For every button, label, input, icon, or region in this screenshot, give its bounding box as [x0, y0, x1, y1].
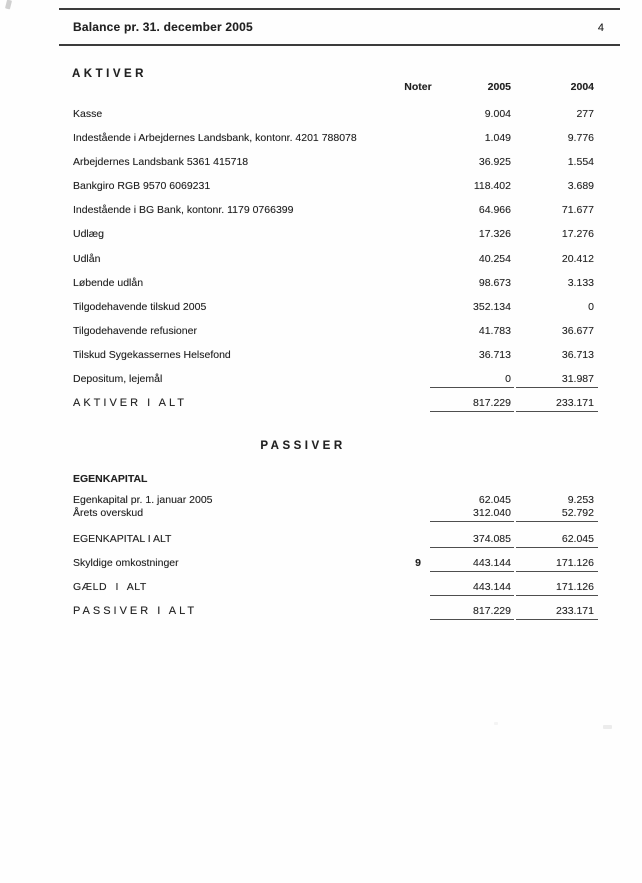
row-label: Indestående i BG Bank, kontonr. 1179 0766399	[73, 204, 294, 217]
value-2004: 9.253	[567, 494, 594, 506]
value-2005: 64.966	[478, 204, 511, 217]
row-label: GÆLD I ALT	[73, 581, 147, 594]
value-2004: 171.126	[516, 557, 598, 572]
value-2005: 352.134	[473, 300, 511, 313]
column-header-noter: Noter	[404, 81, 432, 93]
value-2004: 20.412	[561, 252, 594, 265]
page-number: 4	[597, 22, 604, 34]
value-2004: 36.677	[561, 324, 594, 337]
value-2004: 233.171	[516, 397, 598, 412]
page-title: Balance pr. 31. december 2005	[73, 20, 253, 34]
value-2004: 36.713	[561, 348, 594, 361]
column-header-2005: 2005	[487, 81, 511, 93]
table-row	[0, 301, 642, 325]
column-header-2004: 2004	[570, 81, 594, 93]
value-2005: 443.144	[430, 557, 514, 572]
value-2005: 41.783	[478, 324, 511, 337]
value-2005: 374.085	[430, 533, 514, 548]
table-row	[0, 494, 642, 507]
table-row	[0, 156, 642, 180]
value-2005: 17.326	[478, 228, 511, 241]
value-2005: 40.254	[478, 252, 511, 265]
table-row	[0, 373, 642, 397]
value-2004: 171.126	[516, 581, 598, 596]
row-label: PASSIVER I ALT	[73, 605, 198, 618]
table-row	[0, 397, 642, 421]
table-row	[0, 228, 642, 252]
value-2004: 277	[576, 108, 594, 120]
table-row	[0, 557, 642, 581]
table-row	[0, 349, 642, 373]
value-2004: 62.045	[516, 533, 598, 548]
row-label: AKTIVER I ALT	[73, 397, 187, 410]
value-2005: 9.004	[484, 108, 511, 120]
table-row	[0, 253, 642, 277]
row-label: Bankgiro RGB 9570 6069231	[73, 180, 211, 193]
row-label: Tilskud Sygekassernes Helsefond	[73, 348, 231, 361]
value-2005: 817.229	[430, 397, 514, 412]
row-label: Indestående i Arbejdernes Landsbank, kontonr. 4201 788078	[73, 132, 357, 145]
row-label: Udlæg	[73, 228, 104, 241]
section-heading-passiver: PASSIVER	[260, 440, 346, 452]
value-2004: 9.776	[567, 132, 594, 145]
value-2005: 0	[430, 373, 514, 388]
value-2005: 36.925	[478, 156, 511, 169]
table-row	[0, 507, 642, 520]
row-label: EGENKAPITAL I ALT	[73, 533, 172, 545]
value-2005: 118.402	[473, 180, 511, 193]
table-row	[0, 605, 642, 629]
section-heading-aktiver: AKTIVER	[72, 68, 147, 80]
header-bottom-rule	[59, 44, 620, 46]
table-row	[0, 204, 642, 228]
table-row	[0, 581, 642, 605]
value-2005: 443.144	[430, 581, 514, 596]
value-2004: 17.276	[561, 228, 594, 241]
value-2005: 62.045	[478, 494, 511, 506]
row-label: Løbende udlån	[73, 276, 144, 289]
value-2004: 31.987	[516, 373, 598, 388]
value-2005: 98.673	[478, 276, 511, 289]
value-2004: 1.554	[567, 156, 594, 169]
value-2004: 0	[588, 300, 594, 313]
scan-artifact	[603, 725, 612, 729]
aktiver-table	[0, 108, 642, 421]
table-row	[0, 108, 642, 132]
table-row	[0, 180, 642, 204]
value-2004: 3.133	[567, 276, 594, 289]
value-2004: 71.677	[561, 204, 594, 217]
value-2004: 233.171	[516, 605, 598, 620]
row-label: Kasse	[73, 108, 103, 120]
value-2005: 1.049	[484, 132, 511, 145]
table-row	[0, 533, 642, 557]
value-2005: 36.713	[478, 348, 511, 361]
scan-artifact	[494, 722, 498, 725]
row-label: Tilgodehavende tilskud 2005	[73, 300, 207, 313]
value-2004: 52.792	[516, 507, 598, 522]
row-note: 9	[415, 557, 421, 570]
row-label: Udlån	[73, 252, 101, 265]
table-row	[0, 325, 642, 349]
passiver-table	[0, 494, 642, 629]
table-row	[0, 277, 642, 301]
table-row	[0, 132, 642, 156]
subheading-egenkapital: EGENKAPITAL	[73, 473, 148, 485]
row-label: Årets overskud	[73, 506, 144, 519]
row-label: Skyldige omkostninger	[73, 557, 179, 570]
row-label: Egenkapital pr. 1. januar 2005	[73, 494, 213, 506]
row-label: Arbejdernes Landsbank 5361 415718	[73, 156, 249, 169]
value-2004: 3.689	[567, 180, 594, 193]
header-top-rule	[59, 8, 620, 10]
row-label: Tilgodehavende refusioner	[73, 324, 197, 337]
row-label: Depositum, lejemål	[73, 373, 163, 386]
scan-artifact	[5, 0, 12, 9]
value-2005: 312.040	[430, 507, 514, 522]
value-2005: 817.229	[430, 605, 514, 620]
